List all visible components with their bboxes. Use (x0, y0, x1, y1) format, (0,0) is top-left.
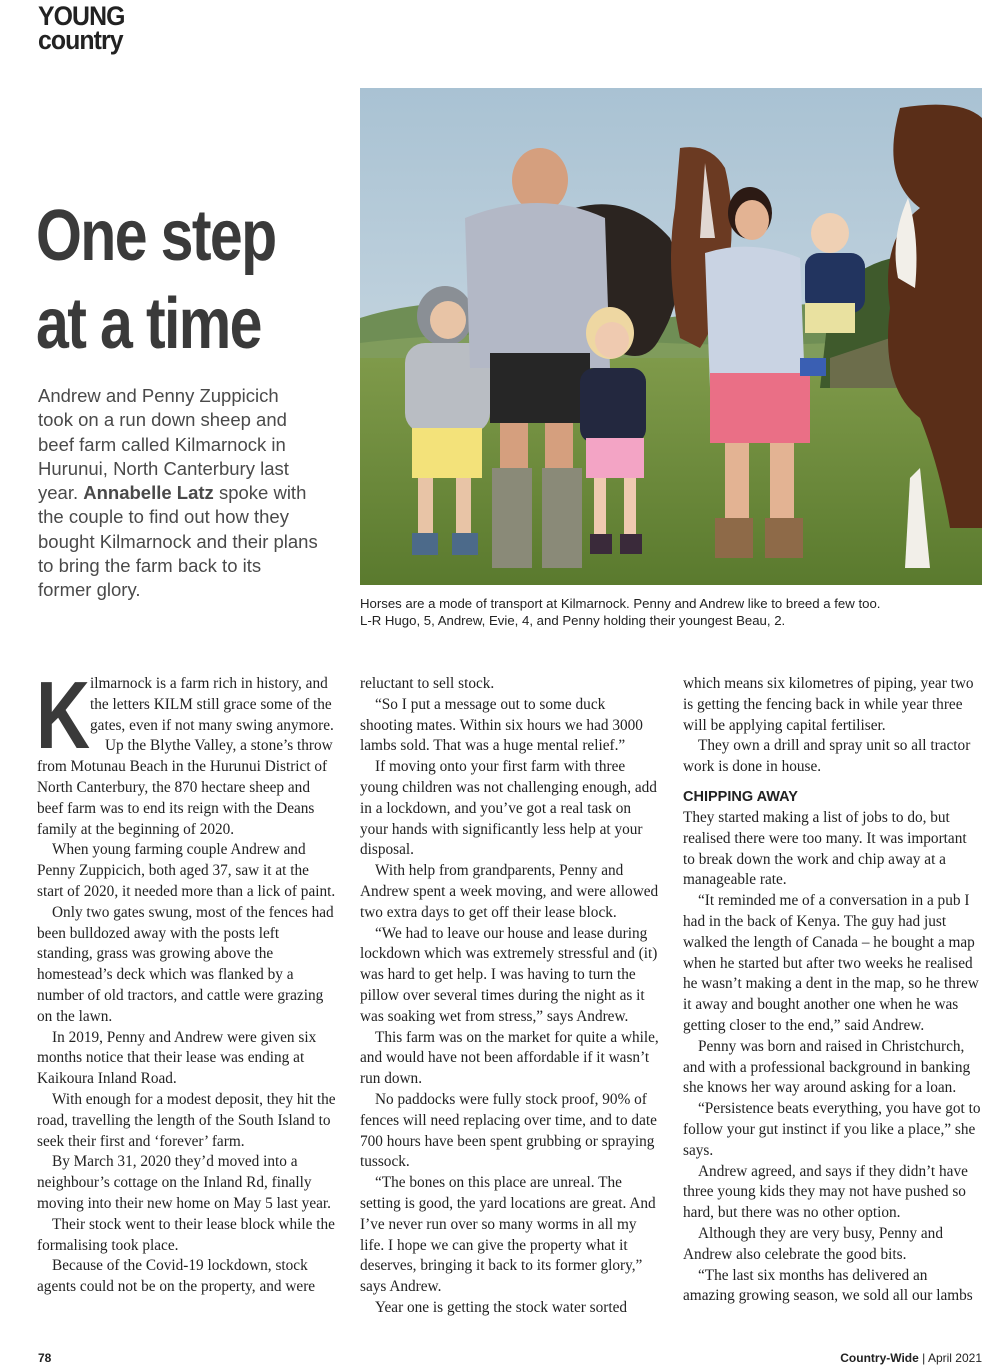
page-number: 78 (38, 1351, 52, 1365)
paragraph: Penny was born and raised in Christchurch, and with a professional background in banking she knows her way around asking for a loan. (683, 1037, 971, 1097)
paragraph: Andrew agreed, and says if they didn’t have three young kids they may not have pushed so hard, but there was no other option. (683, 1162, 968, 1222)
paragraph: “It reminded me of a conversation in a pub I had in the back of Kenya. The guy had just walked the length of Canada – he bought a map when he started but after two weeks he realised he wasn’t making a dent in the map, so he threw it away and bought another one when he was getting closer to the end,” said Andrew. (683, 892, 979, 1034)
paragraph: “Persistence beats everything, you have got to follow your gut instinct if you like a place,” she says. (683, 1100, 981, 1159)
paragraph: “The bones on this place are unreal. The setting is good, the yard locations are great. And I’ve never run over so many worms in all my life. I hope we can give the property what it deserves, bringing it back to its former glory,” says Andrew. (360, 1174, 656, 1296)
article-headline (36, 192, 298, 368)
headline-line-2: at a time (36, 284, 261, 364)
paragraph: By March 31, 2020 they’d moved into a neighbour’s cottage on the Inland Rd, finally moving into their new home on May 5 last year. (37, 1153, 331, 1212)
paragraph: Their stock went to their lease block while the formalising took place. (37, 1215, 335, 1254)
family-with-horses-photo (360, 88, 982, 585)
paragraph: “So I put a message out to some duck shooting mates. Within six hours we had 3000 lambs sold. That was a huge mental relief.” (360, 695, 643, 755)
publication-footer (840, 1351, 982, 1365)
article-standfirst (38, 384, 318, 603)
paragraph: No paddocks were fully stock proof, 90% of fences will need replacing over time, and to date 700 hours have been spent grubbing or spraying tussock. (360, 1090, 657, 1171)
paragraph: In 2019, Penny and Andrew were given six months notice that their lease was ending at Kaikoura Inland Road. (37, 1028, 317, 1088)
paragraph: With help from grandparents, Penny and Andrew spent a week moving, and were allowed two extra days to get off their lease block. (360, 862, 659, 921)
section-subheading: CHIPPING AWAY (683, 788, 798, 805)
paragraph: “The last six months has delivered an amazing growing season, we sold all our lambs (683, 1266, 973, 1305)
paragraph: Up the Blythe Valley, a stone’s throw from Motunau Beach in the Hurunui District of North Canterbury, the 870 hectare sheep and beef farm was to end its reign with the Deans family at the beginning of 2020. (37, 737, 333, 838)
paragraph: With enough for a modest deposit, they hit the road, travelling the length of the South Island to seek their first and ‘forever’ farm. (37, 1090, 336, 1150)
drop-cap: K (36, 662, 91, 769)
paragraph: Because of the Covid-19 lockdown, stock agents could not be on the property, and were (37, 1257, 316, 1296)
paragraph: They own a drill and spray unit so all tractor work is done in house. (683, 737, 971, 776)
article-column-2 (360, 674, 659, 1319)
paragraph: When young farming couple Andrew and Penny Zuppicich, both aged 37, saw it at the start of 2020, it needed more than a lick of paint. (37, 841, 336, 900)
paragraph: This farm was on the market for quite a while, and would have not been affordable if it wasn’t run down. (360, 1028, 659, 1088)
paragraph: Year one is getting the stock water sorted (375, 1298, 628, 1316)
publication-name: Country-Wide (840, 1351, 919, 1365)
paragraph: ilmarnock is a farm rich in history, and the letters KILM still grace some of the gates, even if not many swing anymore. (90, 675, 334, 734)
paragraph: They started making a list of jobs to do, but realised there were too many. It was important to break down the work and chip away at a manageable rate. (683, 808, 967, 889)
headline-line-1: One step (36, 196, 276, 276)
logo-line-country: country (38, 25, 123, 55)
footer-separator: | (922, 1351, 926, 1365)
paragraph: Although they are very busy, Penny and Andrew also celebrate the good bits. (683, 1224, 943, 1263)
standfirst-intro: Andrew and Penny Zuppicich took on a run down sheep and beef farm called Kilmarnock in Hurunui, North Canterbury last year. (38, 385, 289, 504)
magazine-section-logo (38, 1, 158, 55)
author-name: Annabelle Latz (83, 482, 214, 504)
photo-caption (360, 596, 982, 629)
issue-date: April 2021 (927, 1351, 982, 1365)
standfirst-rest: spoke with the couple to find out how they bought Kilmarnock and their plans to bring the farm back to its former glory. (38, 482, 318, 601)
caption-line-2: L-R Hugo, 5, Andrew, Evie, 4, and Penny holding their youngest Beau, 2. (360, 612, 786, 628)
paragraph: If moving onto your first farm with three young children was not challenging enough, add in a lockdown, and you’ve got a real task on your hands with significantly less help at your disposal. (360, 758, 657, 859)
paragraph: reluctant to sell stock. (360, 675, 495, 692)
article-column-1 (36, 662, 336, 1298)
paragraph: “We had to leave our house and lease during lockdown which was extremely stressful and (it) was hard to get help. I was having to turn the pillow over several times during the night as it was soaking wet from stress,” says Andrew. (360, 924, 658, 1025)
logo-line-young: YOUNG (38, 1, 125, 31)
paragraph: which means six kilometres of piping, year two is getting the fencing back in while year three will be applying capital fertiliser. (683, 675, 974, 734)
caption-line-1: Horses are a mode of transport at Kilmarnock. Penny and Andrew like to breed a few too. (360, 596, 881, 611)
article-column-3 (683, 674, 982, 1307)
paragraph: Only two gates swung, most of the fences had been bulldozed away with the posts left standing, grass was growing above the homestead’s deck which was flanked by a number of old tractors, and cattle were grazing on the lawn. (37, 903, 334, 1025)
